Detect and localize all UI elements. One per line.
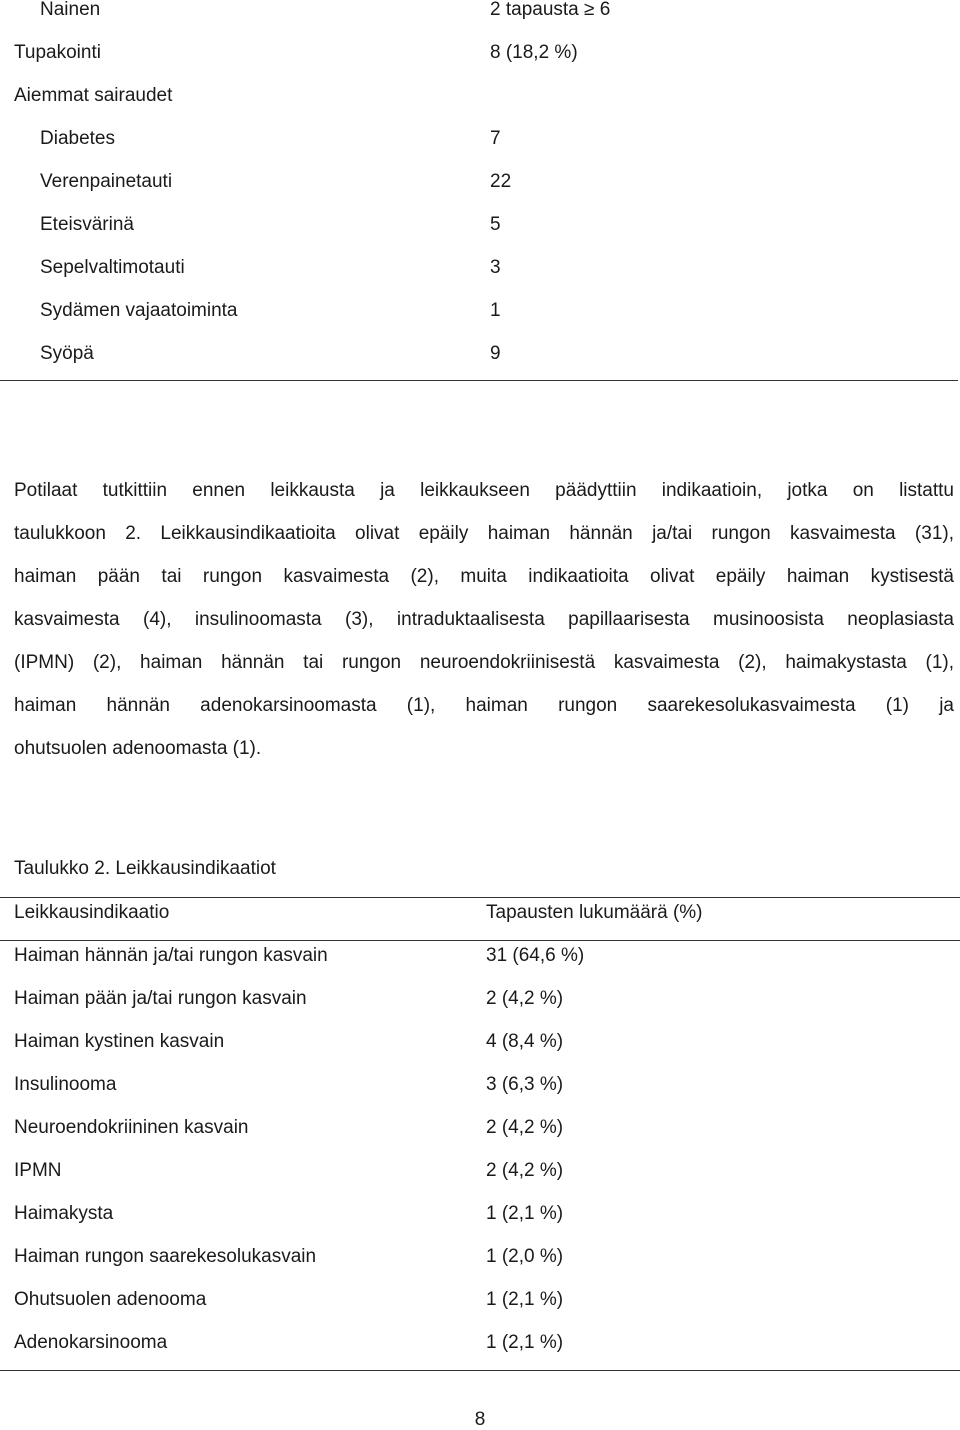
row-label: Aiemmat sairaudet [14, 85, 173, 106]
table-row [0, 1288, 960, 1312]
table-row [0, 127, 960, 151]
header-col1: Leikkausindikaatio [14, 902, 170, 923]
row-value: 2 (4,2 %) [486, 1117, 564, 1138]
table-row [0, 170, 960, 194]
row-label: Verenpainetauti [40, 171, 173, 192]
table-header [0, 901, 960, 925]
row-value: 3 (6,3 %) [486, 1074, 564, 1095]
row-value: 4 (8,4 %) [486, 1031, 564, 1052]
row-value: 2 (4,2 %) [486, 1160, 564, 1181]
row-label: IPMN [14, 1160, 62, 1181]
row-value: 2 tapausta ≥ 6 [490, 0, 611, 20]
row-value: 31 (64,6 %) [486, 945, 585, 966]
table-row [0, 1202, 960, 1226]
paragraph-line: Potilaat tutkittiin ennen leikkausta ja leikkaukseen päädyttiin indikaatioin, jotka on listattu [14, 480, 954, 501]
row-label: Sepelvaltimotauti [40, 257, 185, 278]
paragraph-line: taulukkoon 2. Leikkausindikaatioita olivat epäily haiman hännän ja/tai rungon kasvaimesta (31), [14, 523, 954, 544]
row-label: Adenokarsinooma [14, 1332, 168, 1353]
row-label: Haimakysta [14, 1203, 114, 1224]
table-row [0, 1159, 960, 1183]
row-label: Tupakointi [14, 42, 101, 63]
table-row [0, 944, 960, 968]
table-bottom-rule [0, 380, 958, 381]
header-rule [0, 940, 960, 941]
paragraph-line: kasvaimesta (4), insulinoomasta (3), intraduktaalisesta papillaarisesta musinoosista neoplasiasta [14, 609, 954, 630]
table-row [0, 299, 960, 323]
row-label: Haiman rungon saarekesolukasvain [14, 1246, 317, 1267]
row-label: Insulinooma [14, 1074, 117, 1095]
paragraph-line: ohutsuolen adenoomasta (1). [14, 738, 262, 759]
table-top-rule [0, 897, 960, 898]
row-value: 7 [490, 128, 501, 149]
row-label: Neuroendokriininen kasvain [14, 1117, 249, 1138]
row-value: 9 [490, 343, 501, 364]
row-value: 1 (2,1 %) [486, 1332, 564, 1353]
table-row [0, 987, 960, 1011]
row-label: Eteisvärinä [40, 214, 134, 235]
table-bottom-rule [0, 1370, 960, 1371]
table-row [0, 41, 960, 65]
row-value: 5 [490, 214, 501, 235]
header-col2: Tapausten lukumäärä (%) [486, 902, 703, 923]
row-value: 1 [490, 300, 501, 321]
row-label: Haiman pään ja/tai rungon kasvain [14, 988, 307, 1009]
paragraph-line: (IPMN) (2), haiman hännän tai rungon neuroendokriinisestä kasvaimesta (2), haimakystasta (1), [14, 652, 954, 673]
row-value: 3 [490, 257, 501, 278]
row-value: 1 (2,0 %) [486, 1246, 564, 1267]
row-label: Haiman hännän ja/tai rungon kasvain [14, 945, 328, 966]
body-paragraph [14, 469, 954, 770]
table-row [0, 0, 960, 22]
paragraph-line: haiman hännän adenokarsinoomasta (1), haiman rungon saarekesolukasvaimesta (1) ja [14, 695, 954, 716]
row-value: 1 (2,1 %) [486, 1203, 564, 1224]
table-row [0, 1073, 960, 1097]
table-row [0, 256, 960, 280]
row-label: Syöpä [40, 343, 94, 364]
table-caption [0, 857, 960, 881]
row-value: 8 (18,2 %) [490, 42, 578, 63]
row-value: 1 (2,1 %) [486, 1289, 564, 1310]
row-value: 2 (4,2 %) [486, 988, 564, 1009]
row-label: Diabetes [40, 128, 115, 149]
caption-text: Taulukko 2. Leikkausindikaatiot [14, 858, 276, 879]
paragraph-line: haiman pään tai rungon kasvaimesta (2), muita indikaatioita olivat epäily haiman kystisestä [14, 566, 954, 587]
page-number: 8 [474, 1409, 486, 1430]
table-row [0, 342, 960, 366]
row-label: Sydämen vajaatoiminta [40, 300, 238, 321]
row-label: Haiman kystinen kasvain [14, 1031, 225, 1052]
row-label: Nainen [40, 0, 101, 20]
table-row [0, 1116, 960, 1140]
table-row [0, 1245, 960, 1269]
row-value: 22 [490, 171, 512, 192]
table-row [0, 84, 960, 108]
table-row [0, 1331, 960, 1355]
table-row [0, 1030, 960, 1054]
table-row [0, 213, 960, 237]
row-label: Ohutsuolen adenooma [14, 1289, 207, 1310]
